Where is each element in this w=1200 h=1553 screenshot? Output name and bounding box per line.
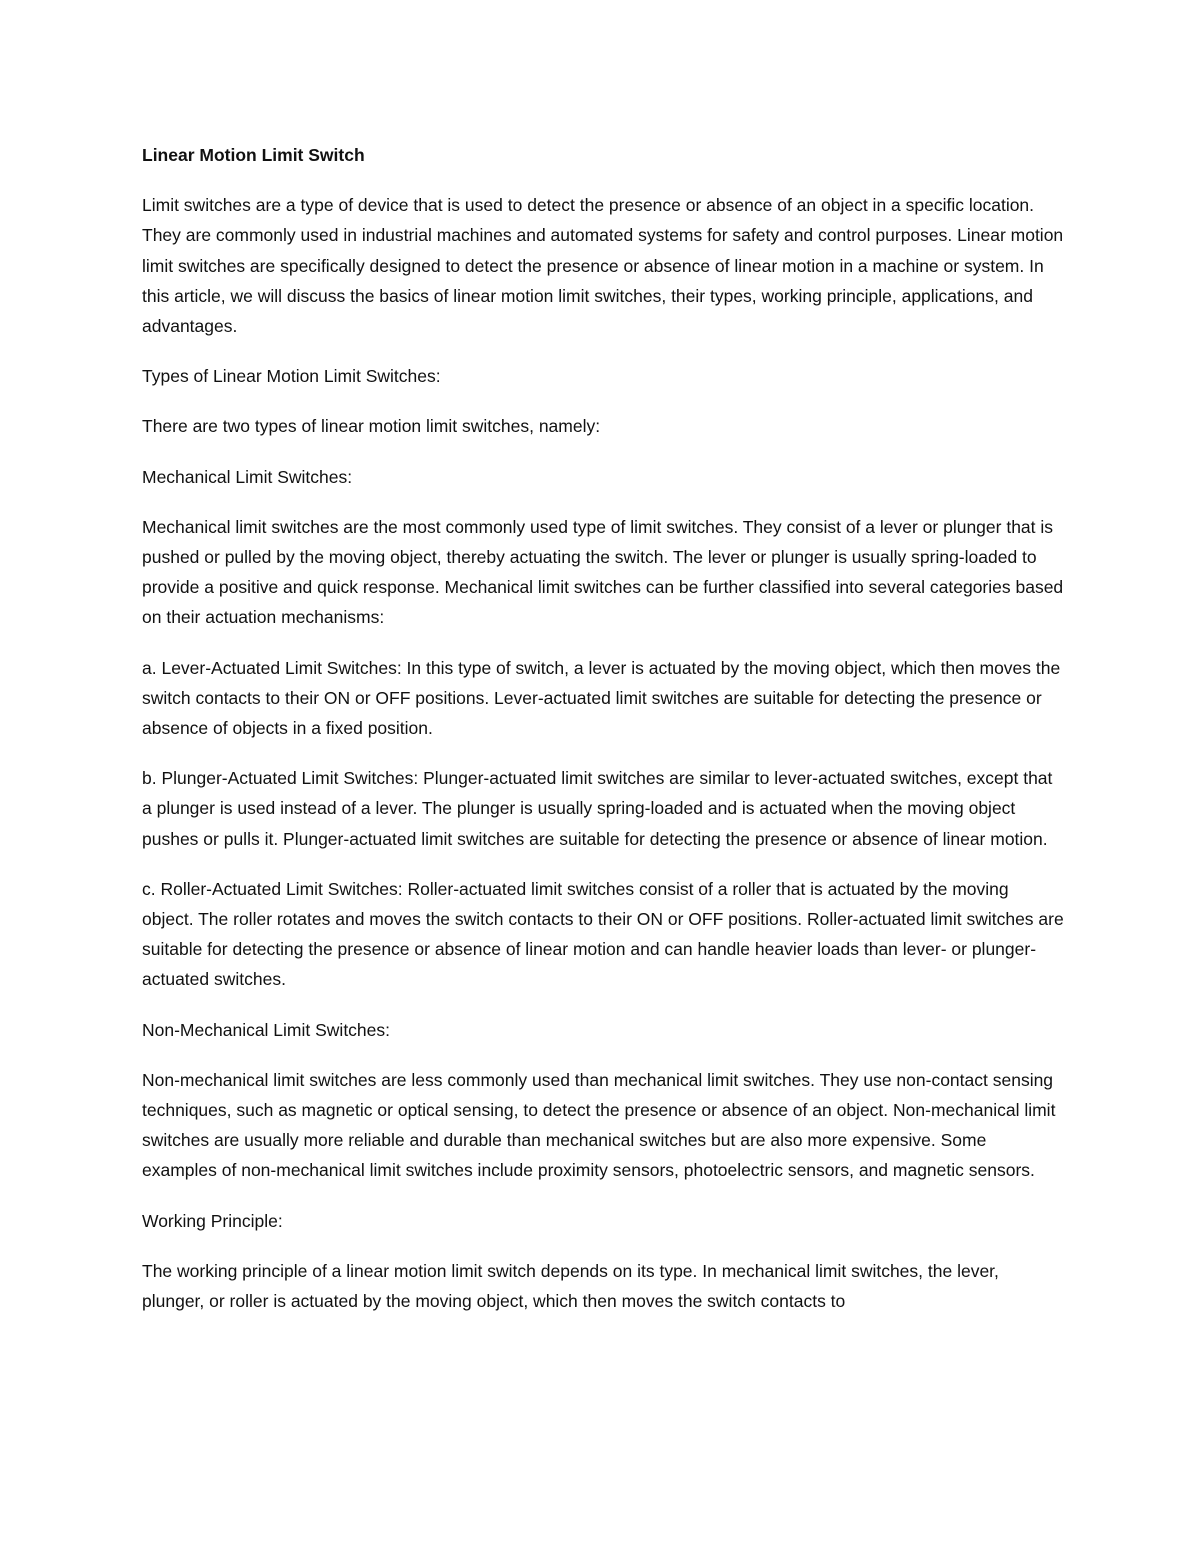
mechanical-paragraph: Mechanical limit switches are the most commonly used type of limit switches. They consist of a lever or plunger that is pushed or pulled by the moving object, thereby actuating the switch. The lever or plunger is usually spring-loaded to provide a positive and quick response. Mechanical limit switches can be further classified into several categories based on their actuation mechanisms: <box>142 516 1064 628</box>
lever-actuated-paragraph: a. Lever-Actuated Limit Switches: In this type of switch, a lever is actuated by the moving object, which then moves the switch contacts to their ON or OFF positions. Lever-actuated limit switches are suitable for detecting the presence or absence of objects in a fixed position. <box>142 657 1061 739</box>
non-mechanical-heading: Non-Mechanical Limit Switches: <box>142 1019 391 1040</box>
intro-paragraph: Limit switches are a type of device that is used to detect the presence or absence of an object in a specific location. They are commonly used in industrial machines and automated systems for safety and control purposes. Linear motion limit switches are specifically designed to detect the presence or absence of linear motion in a machine or system. In this article, we will discuss the basics of linear motion limit switches, their types, working principle, applications, and advantages. <box>142 195 1064 337</box>
non-mechanical-paragraph: Non-mechanical limit switches are less commonly used than mechanical limit switches. They use non-contact sensing techniques, such as magnetic or optical sensing, to detect the presence or absence of an object. Non-mechanical limit switches are usually more reliable and durable than mechanical switches but are also more expensive. Some examples of non-mechanical limit switches include proximity sensors, photoelectric sensors, and magnetic sensors. <box>142 1069 1056 1181</box>
working-principle-heading: Working Principle: <box>142 1210 283 1231</box>
mechanical-heading: Mechanical Limit Switches: <box>142 466 353 487</box>
document-title: Linear Motion Limit Switch <box>142 145 365 165</box>
types-heading: Types of Linear Motion Limit Switches: <box>142 366 441 387</box>
types-intro-paragraph: There are two types of linear motion limit switches, namely: <box>142 416 601 437</box>
working-principle-paragraph: The working principle of a linear motion limit switch depends on its type. In mechanical limit switches, the lever, plunger, or roller is actuated by the moving object, which then moves the switch contacts to <box>142 1260 999 1312</box>
roller-actuated-paragraph: c. Roller-Actuated Limit Switches: Roller-actuated limit switches consist of a roller that is actuated by the moving object. The roller rotates and moves the switch contacts to their ON or OFF positions. Roller-actuated limit switches are suitable for detecting the presence or absence of linear motion and can handle heavier loads than lever- or plunger-actuated switches. <box>142 878 1064 990</box>
plunger-actuated-paragraph: b. Plunger-Actuated Limit Switches: Plunger-actuated limit switches are similar to lever-actuated switches, except that a plunger is used instead of a lever. The plunger is usually spring-loaded and is actuated when the moving object pushes or pulls it. Plunger-actuated limit switches are suitable for detecting the presence or absence of linear motion. <box>142 768 1053 849</box>
document-body <box>142 140 1064 1336</box>
